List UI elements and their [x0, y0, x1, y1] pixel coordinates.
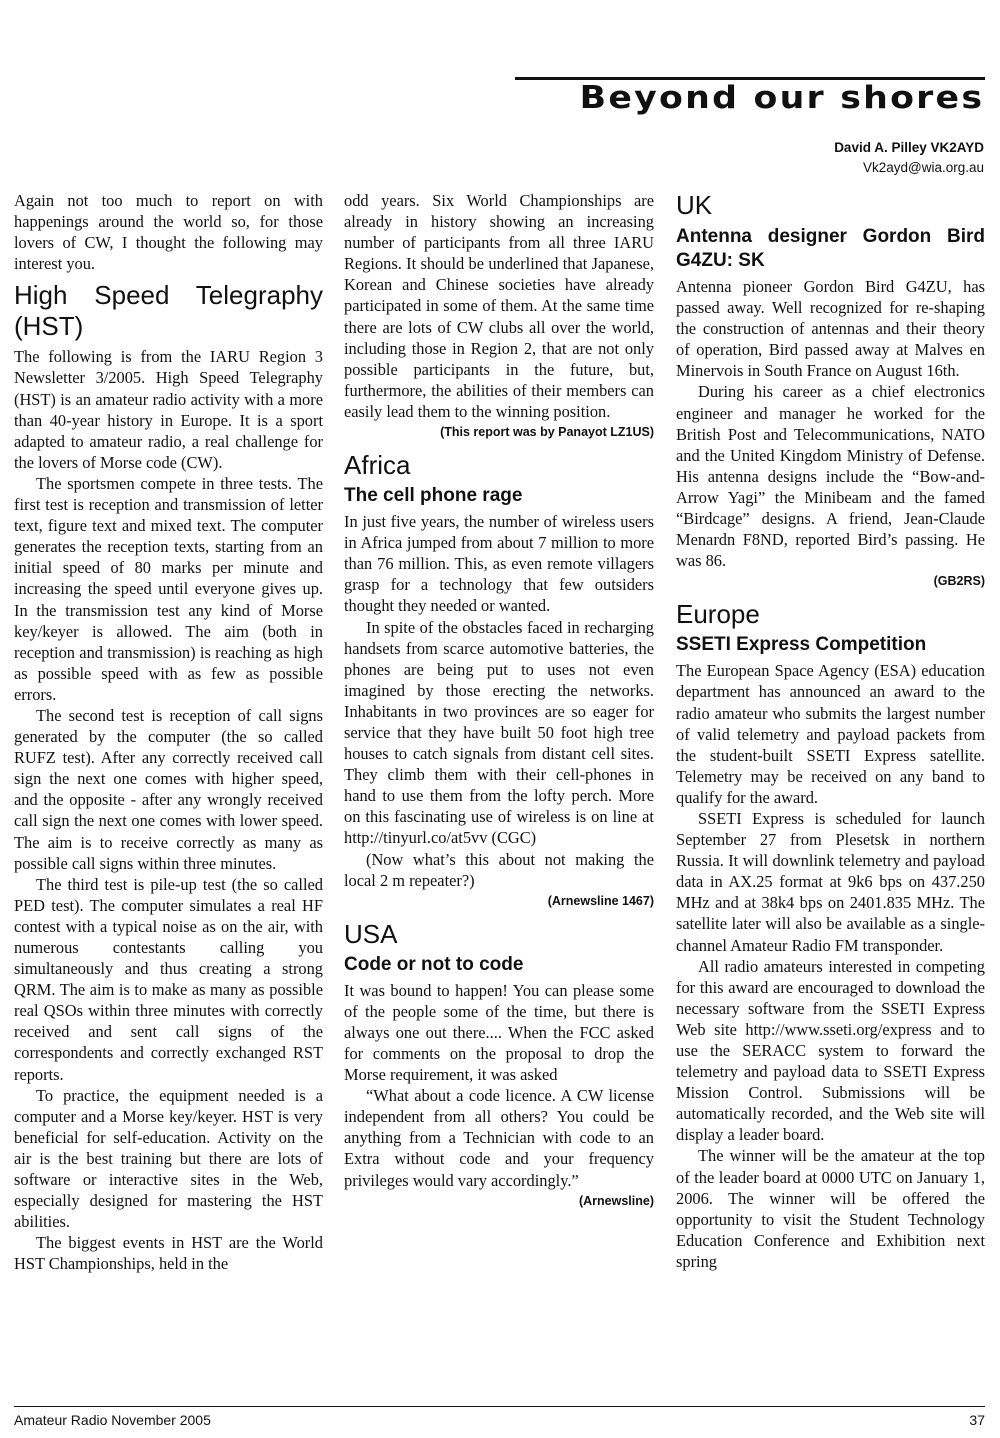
- byline: [834, 138, 984, 178]
- uk-paragraph-1: Antenna pioneer Gordon Bird G4ZU, has passed away. Well recognized for re-shaping the construction of antennas and their theory of operation, Bird passed away at Malves en Minervois in South France on August 16th.: [676, 277, 985, 381]
- hst-paragraph-3: The second test is reception of call signs generated by the computer (the so called RUFZ test). After any correctly received call sign the next one comes with higher speed, and the opposite - after any wrongly received call sign the next one comes with lower speed. The aim is to receive correctly as many as possible call signs within three minutes.: [14, 705, 323, 873]
- africa-paragraph-3: (Now what’s this about not making the local 2 m repeater?): [344, 849, 654, 890]
- credit-arnewsline: (Arnewsline): [578, 1193, 654, 1208]
- europe-paragraph-3: All radio amateurs interested in competing for this award are encouraged to download the necessary software from the SSETI Express Web site http://www.sseti.org/express and to use the SERACC system to forward the telemetry and payload data to SSETI Express Mission Control. Submissions will be automatically recorded, and the Web site will display a leader board.: [676, 956, 985, 1145]
- africa-paragraph-2: In spite of the obstacles faced in recharging handsets from scarce automotive batteries, the phones are being put to uses not even imagined by those erecting the networks. Inhabitants in two provinces are so eager for service that they have built 50 foot high tree houses to catch signals from distant cell sites. They climb them with their cell-phones in hand to use them from the lofty perch. More on this fascinating use of wireless is on line at http://tinyurl.co/at5vv (CGC): [344, 617, 654, 848]
- africa-heading: Africa: [344, 450, 411, 481]
- uk-paragraph-2: During his career as a chief electronics engineer and manager he worked for the British Post and Telecommunications, NATO and the United Kingdom Ministry of Defense. His antenna designs include the “Bow-and-Arrow Yagi” the Minibeam and the famed “Birdcage” designs. A friend, Jean-Claude Menardn F8ND, reported Bird’s passing. He was 86.: [676, 382, 985, 571]
- page-title: Beyond our shores: [579, 80, 984, 116]
- uk-subheading: Antenna designer Gordon Bird G4ZU: SK: [676, 226, 985, 271]
- hst-continued-paragraph: odd years. Six World Championships are already in history showing an increasing number of participants from all three IARU Regions. It should be underlined that Japanese, Korean and Chinese societies have already participated in some of them. At the same time there are lots of CW clubs all over the world, including those in Region 2, that are not only possible participants in the future, but, furthermore, the abilities of their members can easily lead them to the winning position.: [344, 191, 654, 421]
- author-email: Vk2ayd@wia.org.au: [862, 160, 984, 175]
- hst-paragraph-4: The third test is pile-up test (the so called PED test). The computer simulates a real HF contest with a typical noise as on the air, with numerous contestants calling you simultaneously and thus creating a strong QRM. The aim is to make as many as possible real QSOs within three minutes with correctly received and sent call signs of the correspondents and correctly exchanged RST reports.: [14, 874, 323, 1084]
- hst-paragraph-2: The sportsmen compete in three tests. The first test is reception and transmission of letter text, figure text and mixed text. The computer generates the reception texts, starting from an initial speed of 80 marks per minute and increasing the speed until everyone gives up. In the transmission test any kind of Morse key/keyer is allowed. The aim (both in reception and transmission) is reaching as high as possible speed with as few as possible errors.: [14, 473, 323, 704]
- europe-paragraph-2: SSETI Express is scheduled for launch September 27 from Plesetsk in northern Russia. It will downlink telemetry and payload data in AX.25 format at 9k6 bps on 437.250 MHz and at 38k4 bps on 2401.835 MHz. The satellite later will also be available as a single-channel Amateur Radio FM transponder.: [676, 808, 985, 955]
- usa-heading: USA: [344, 918, 398, 949]
- usa-subheading: Code or not to code: [344, 953, 524, 975]
- footer-rule: [14, 1406, 985, 1407]
- usa-paragraph-1: It was bound to happen! You can please some of the people some of the time, but there is always one out there.... When the FCC asked for comments on the proposal to drop the Morse requirement, it was asked: [344, 980, 654, 1085]
- africa-paragraph-1: In just five years, the number of wireless users in Africa jumped from about 7 million to more than 76 million. This, as even remote villagers grasp for a technology that few outsiders thought they needed or wanted.: [344, 512, 654, 616]
- credit-gb2rs: (GB2RS): [933, 574, 985, 589]
- europe-subheading: SSETI Express Competition: [676, 634, 927, 656]
- footer-page-number: 37: [969, 1412, 985, 1428]
- column-2: [344, 190, 654, 1215]
- column-3: [676, 190, 985, 1272]
- hst-paragraph-6: The biggest events in HST are the World HST Championships, held in the: [14, 1233, 323, 1274]
- europe-heading: Europe: [676, 599, 760, 630]
- usa-paragraph-2: “What about a code licence. A CW license independent from all others? You could be anything from a Technician with code to an Extra without code and your frequency privileges would vary accordingly.”: [344, 1086, 654, 1190]
- hst-heading: High Speed Telegraphy (HST): [14, 280, 323, 342]
- author-name: David A. Pilley VK2AYD: [834, 140, 984, 155]
- intro-paragraph: Again not too much to report on with happenings around the world so, for those lovers of CW, I thought the following may interest you.: [14, 191, 323, 274]
- column-1: [14, 190, 323, 1275]
- hst-paragraph-5: To practice, the equipment needed is a computer and a Morse key/keyer. HST is very beneficial for self-education. Activity on the air is the best training but there are lots of software or interactive sites in the Web, especially designed for mastering the HST abilities.: [14, 1085, 323, 1232]
- uk-heading: UK: [676, 190, 713, 220]
- footer-publication: Amateur Radio November 2005: [14, 1412, 211, 1428]
- hst-paragraph-1: The following is from the IARU Region 3 Newsletter 3/2005. High Speed Telegraphy (HST) is an amateur radio activity with a more than 40-year history in Europe. It is a sport adapted to amateur radio, a real challenge for the lovers of Morse code (CW).: [14, 347, 323, 472]
- africa-subheading: The cell phone rage: [344, 485, 523, 507]
- europe-paragraph-4: The winner will be the amateur at the top of the leader board at 0000 UTC on January 1, 2006. The winner will be offered the opportunity to visit the Student Technology Education Conference and Exhibition next spring: [676, 1146, 985, 1271]
- credit-arnewsline-1467: (Arnewsline 1467): [547, 893, 654, 908]
- europe-paragraph-1: The European Space Agency (ESA) education department has announced an award to the radio amateur who submits the largest number of valid telemetry and payload packets from the student-built SSETI Express satellite. Telemetry may be received on any band to qualify for the award.: [676, 661, 985, 807]
- credit-lz1us: (This report was by Panayot LZ1US): [440, 425, 654, 440]
